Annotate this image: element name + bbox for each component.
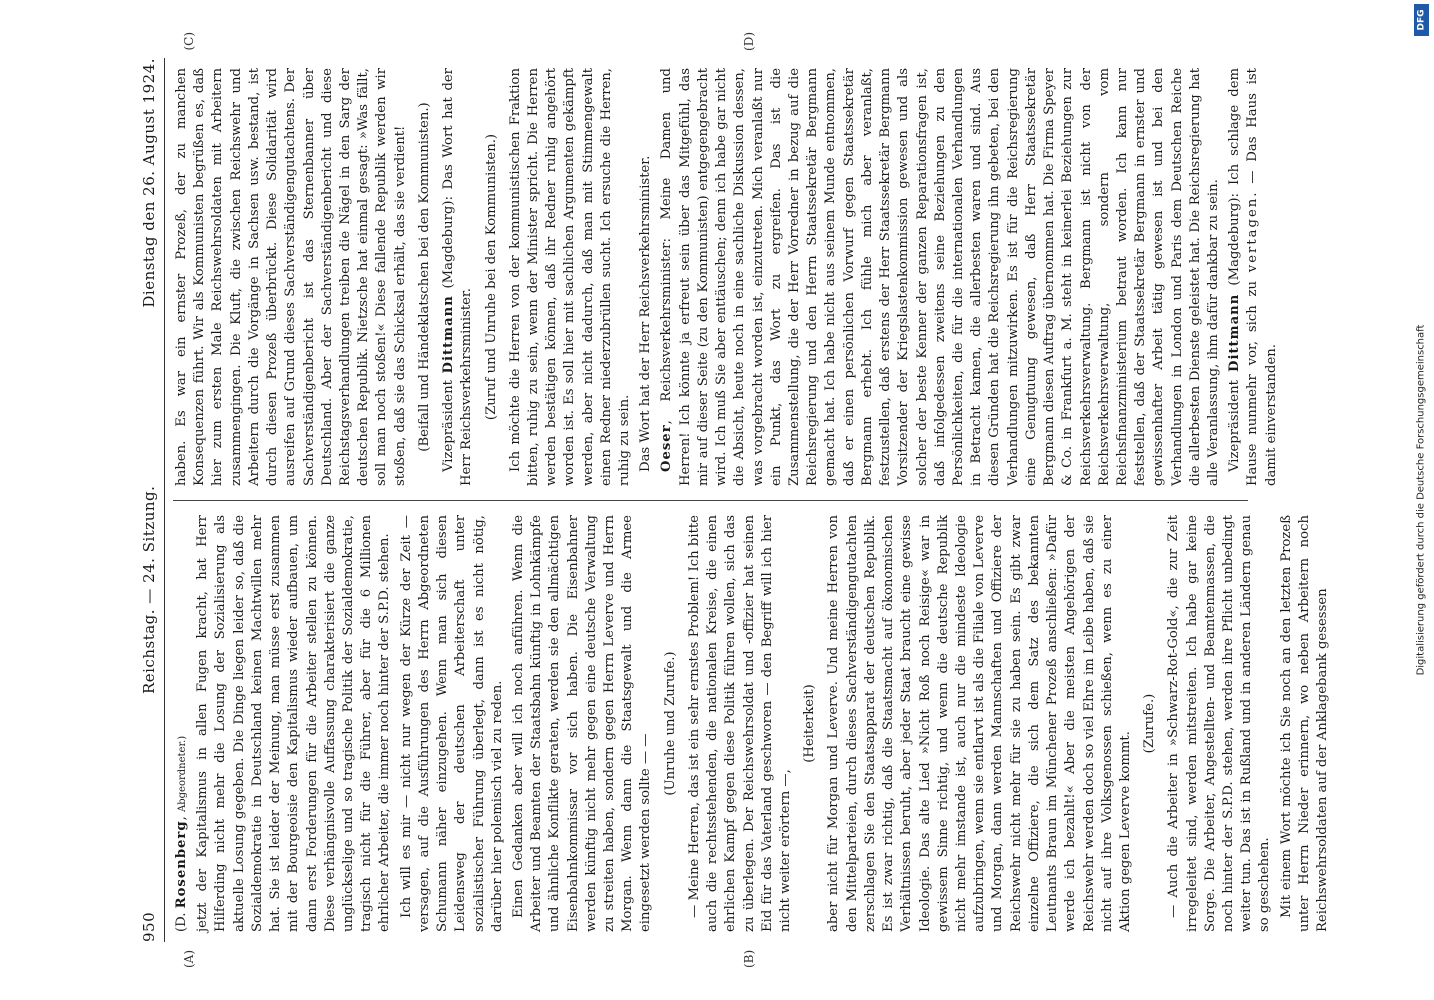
vp-prefix: Vizepräsident xyxy=(1227,380,1243,472)
header-rule xyxy=(164,58,165,942)
vp-text-end: . — Das Haus ist damit einverstanden. xyxy=(1245,68,1279,486)
right-running-title: Dienstag den 26. August 1924. xyxy=(140,58,158,308)
columns xyxy=(173,54,1331,946)
vp-text: (Magdeburg): Ich schlage dem Hause nunmehr vor, sich zu xyxy=(1227,67,1261,486)
paragraph: Ich will es mir — nicht nur wegen der Kürze der Zeit — versagen, auf die Ausführungen des Herrn Abgeordneten Schumann näher einzugehen. Wenn man sich diesen Leidensweg der deutschen Arbeiterschaft unter sozialistischer Führung überlegt, dann ist es nicht nötig, darüber hier polemisch viel zu reden. xyxy=(398,515,505,932)
speaker-prefix: (D. xyxy=(174,912,189,932)
interjection: (Beifall und Händeklatschen bei den Kommunisten.) xyxy=(416,102,432,452)
paragraph: aber nicht für Morgan und Leverve. Und meine Herren von den Mittelparteien, durch dieses Sachverständigengutachten zerschlagen Sie den Staatsapparat der deutschen Republik. Es ist zwar richtig, daß die Staatsmacht auf ökonomischen Verhältnissen beruht, aber jeder Staat braucht eine gewisse Ideologie. Das alte Lied »Nicht Roß noch Reisige« war in gewissem Sinne richtig, und wenn die deutsche Republik nicht mehr imstande ist, auch nur die mindeste Ideologie aufzubringen, wenn sie entlarvt ist als die Filiale von Leverve und Morgan, dann werden Mannschaften und Offiziere der Reichswehr nicht mehr für sie zu haben sein. Es gibt zwar einzelne Offiziere, die sich dem Satz des bekannten Leutnants Braun im Münchener Prozeß anschließen: »Dafür werde ich bezahlt!« Aber die meisten Angehörigen der Reichswehr werden doch so viel Ehre im Leibe haben, daß sie nicht auf ihre Volksgenossen schießen, wenn es zu einer Aktion gegen Leverve kommt. xyxy=(826,515,1133,932)
right-column xyxy=(173,54,1279,500)
minister-text: : Meine Damen und Herren! Ich könnte ja erfreut sein über das Mitgefühl, das mir auf dieser Seite (zu den Kommunisten) entgegengebracht wird. Ich muß Sie aber enttäuschen; denn ich habe gar nicht die Absicht, heute noch in eine sachliche Diskussion dessen, was vorgebracht worden ist, einzutreten. Mich veranlaßt nur ein Punkt, das Wort zu ergreifen. Das ist die Zusammenstellung, die der Herr Vorredner in bezug auf die Reichsregierung und den Herrn Staatssekretär Bergmann gemacht hat. Ich habe nicht aus seinem Munde entnommen, daß er einen persönlichen Vorwurf gegen Staatssekretär Bergmann erhebt. Ich fühle mich aber veranlaßt, festzustellen, daß erstens der Herr Staatssekretär Bergmann Vorsitzender der Kriegslastenkommission gewesen und als solcher der beste Kenner der ganzen Reparationsfragen ist, daß infolgedessen zweitens seine Beziehungen zu den Persönlichkeiten, die für die internationalen Verhandlungen in Betracht kamen, die allerbesten waren und sind. Aus diesen Gründen hat die Reichsregierung ihn gebeten, bei den Verhandlungen mitzuwirken. Es ist für die Reichsregierung eine Genugtuung gewesen, daß Herr Staatssekretär Bergmann diesen Auftrag übernommen hat. Die Firma Speyer & Co. in Frankfurt a. M. steht in keinerlei Beziehungen zur Reichsverkehrsverwaltung. Bergmann ist nicht von der Reichsverkehrsverwaltung, sondern vom Reichsfinanzministerium betraut worden. Ich kann nur feststellen, daß der Staatssekretär Bergmann in ernster und gewissenhafter Arbeit tätig gewesen ist und bei den Verhandlungen in London und Paris dem Deutschen Reiche die allerbesten Dienste geleistet hat. Die Reichsregierung hat alle Veranlassung, ihm dafür dankbar zu sein. xyxy=(659,68,1222,486)
dfg-logo: DFG xyxy=(1414,4,1429,36)
speaker-role: Abgeordneter.) xyxy=(177,735,188,812)
paragraph: haben. Es war ein ernster Prozeß, der zu manchen Konsequenzen führt. Wir als Kommunisten begrüßen es, daß hier zum ersten Male Reichswehrsoldaten mit Arbeitern zusammengingen. Die Kluft, die zwischen Reichswehr und Arbeitern durch die Vorgänge in Sachsen usw. bestand, ist durch diesen Prozeß überbrückt. Diese Solidarität wird ausreifen auf Grund dieses Sachverständigengutachtens. Der Sachverständigenbericht ist das Sternenbanner über Deutschland. Aber der Sachverständigenbericht und diese Reichstagsverhandlungen treiben die Nägel in den Sarg der deutschen Republik. Nietzsche hat einmal gesagt: »Was fällt, soll man noch stoßen!« Diese fallende Republik werden wir stoßen, daß sie das Schicksal erhält, das sie verdient! xyxy=(174,68,408,486)
vp-spaced-word: vertagen xyxy=(1245,196,1261,273)
digitization-credit: Digitalisierung gefördert durch die Deutsche Forschungsgemeinschaft xyxy=(1415,324,1427,676)
minister-name: Oeser xyxy=(659,424,675,472)
paragraph: Einen Gedanken aber will ich noch anführen. Wenn die Arbeiter und Beamten der Staatsbahn künftig in Lohnkämpfe und ähnliche Konflikte geraten, werden sie den allmächtigen Eisenbahnkommissar vor sich haben. Die Eisenbahner werden künftig nicht mehr gegen eine deutsche Verwaltung zu streiten haben, sondern gegen Herrn Leverve und Herrn Morgan. Wenn dann die Staatsgewalt und die Armee eingesetzt werden sollte — — xyxy=(510,515,654,932)
paragraph: — Auch die Arbeiter in »Schwarz-Rot-Gold«, die zur Zeit irregeleitet sind, werden mitstreiten. Ich habe gar keine Sorge. Die Arbeiter, Angestellten- und Beamtenmassen, die noch hinter der S.P.D. stehen, werden ihre Pflicht unbedingt weiter tun. Das ist in Rußland und in anderen Ländern genau so geschehen. xyxy=(1166,515,1273,932)
speaker-name: Rosenberg xyxy=(174,820,189,909)
page-header xyxy=(140,54,164,946)
page-number: 950 xyxy=(140,911,158,942)
margin-mark-c: (C) xyxy=(182,32,196,51)
chair-statement xyxy=(1226,68,1281,486)
vp-name: Dittmann xyxy=(441,295,457,374)
vp-text: (Magdeburg): Das Wort hat der Herr Reichsverkehrsminister. xyxy=(441,68,475,486)
minister-statement: Oeser, Reichsverkehrsminister: Meine Damen und Herren! Ich könnte ja erfreut sein über das Mitgefühl, das mir auf dieser Seite (zu den Kommunisten) entgegengebracht wird. Ich muß Sie aber enttäuschen; denn ich habe gar nicht die Absicht, heute noch in eine sachliche Diskussion dessen, was vorgebracht worden ist, einzutreten. Mich veranlaßt nur ein Punkt, das Wort zu ergreifen. Das ist die Zusammenstellung, die der Herr Vorredner in bezug auf die Reichsregierung und den Herrn Staatssekretär Bergmann gemacht hat. Ich habe nicht aus seinem Munde entnommen, daß er einen persönlichen Vorwurf gegen Staatssekretär Bergmann erhebt. Ich fühle mich aber veranlaßt, festzustellen, daß erstens der Herr Staatssekretär Bergmann Vorsitzender der Kriegslastenkommission gewesen und als solcher der beste Kenner der ganzen Reparationsfragen ist, daß infolgedessen zweitens seine Beziehungen zu den Persönlichkeiten, die für die internationalen Verhandlungen in Betracht kamen, die allerbesten waren und sind. Aus diesen Gründen hat die Reichsregierung ihn gebeten, bei den Verhandlungen mitzuwirken. Es ist für die Reichsregierung eine Genugtuung gewesen, daß Herr Staatssekretär Bergmann diesen Auftrag übernommen hat. Die Firma Speyer & Co. in Frankfurt a. M. steht in keinerlei Beziehungen zur Reichsverkehrsverwaltung. Bergmann ist nicht von der Reichsverkehrsverwaltung, sondern vom Reichsfinanzministerium betraut worden. Ich kann nur feststellen, daß der Staatssekretär Bergmann in ernster und gewissenhafter Arbeit tätig gewesen ist und bei den Verhandlungen in London und Paris dem Deutschen Reiche die allerbesten Dienste geleistet hat. Die Reichsregierung hat alle Veranlassung, ihm dafür dankbar zu sein. xyxy=(659,68,1222,486)
interjection: (Heiterkeit) xyxy=(802,684,818,763)
margin-mark-b: (B) xyxy=(742,949,756,968)
paragraph: Mit einem Wort möchte ich Sie noch an den letzten Prozeß unter Herrn Nieder erinnern, wo neben Arbeitern noch Reichswehrsoldaten auf der Anklagebank gesessen xyxy=(1278,515,1331,932)
interjection: (Unruhe und Zurufe.) xyxy=(662,651,678,796)
minister-role: Reichsverkehrsminister xyxy=(659,242,675,402)
paragraph: jetzt der Kapitalismus in allen Fugen kracht, hat Herr Hilferding nicht mehr die Losung der Sozialisierung als aktuelle Losung gegeben. Die Dinge liegen leider so, daß die Sozialdemokratie in Deutschland keinen Machtwillen mehr hat. Sie ist leider der Meinung, man müsse erst zusammen mit der Bourgeoisie den Kapitalismus wieder aufbauen, um dann erst Forderungen für die Arbeiter stellen zu können. Diese verhängnisvolle Auffassung charakterisiert die ganze unglückselige und so tragische Politik der Sozialdemokratie, tragisch nicht für die Führer, aber für die 6 Millionen ehrlicher Arbeiter, die immer noch hinter der S.P.D. stehen. xyxy=(195,515,393,932)
speaker-line: (D. Rosenberg, Abgeordneter.) xyxy=(174,735,189,932)
interjection: (Zuruf und Unruhe bei den Kommunisten.) xyxy=(483,133,499,421)
margin-mark-d: (D) xyxy=(742,32,756,51)
paragraph: Das Wort hat der Herr Reichsverkehrsminister. xyxy=(638,155,654,472)
paragraph: — Meine Herren, das ist ein sehr ernstes Problem! Ich bitte auch die rechtsstehenden, die nationalen Kreise, die einen ehrlichen Kampf gegen diese Politik führen wollen, sich das zu überlegen. Der Reichswehrsoldat und -offizier hat seinen Eid für das Vaterland geschworen — den Begriff will ich hier nicht weiter erörtern —, xyxy=(686,515,793,932)
interjection: (Zurufe.) xyxy=(1142,693,1158,754)
vp-prefix: Vizepräsident xyxy=(441,380,457,472)
chair-statement xyxy=(440,68,476,486)
left-column xyxy=(173,500,1331,946)
left-running-title: Reichstag. — 24. Sitzung. xyxy=(140,485,158,695)
paragraph: Ich möchte die Herren von der kommunistischen Fraktion bitten, ruhig zu sein, wenn der Minister spricht. Die Herren werden bestätigen können, daß ihr Redner ruhig angehört worden ist. Es soll hier mit sachlichen Argumenten gekämpft werden, aber nicht dadurch, daß man mit Stimmengewalt einen Redner niederzubrüllen sucht. Ich ersuche die Herren, ruhig zu sein. xyxy=(507,68,633,486)
newspaper-page xyxy=(122,30,1331,970)
vp-name: Dittmann xyxy=(1227,293,1243,372)
margin-mark-a: (A) xyxy=(182,949,196,968)
